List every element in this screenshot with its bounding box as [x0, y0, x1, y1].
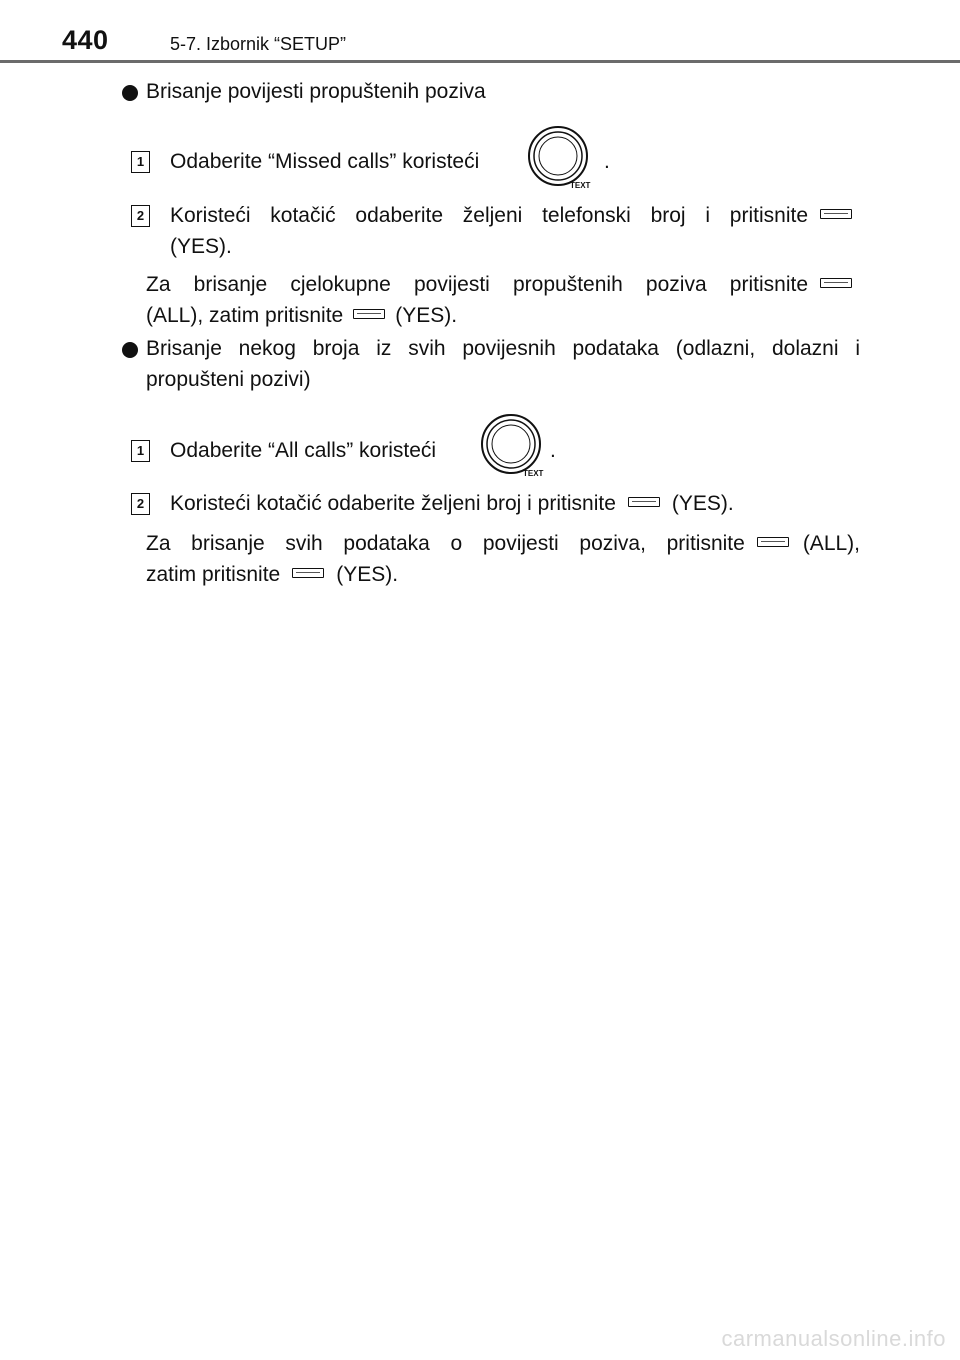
yes-button-icon	[820, 209, 852, 219]
note2-line1b: (ALL),	[802, 532, 860, 555]
text-knob-icon	[524, 124, 604, 190]
note2-line2b: (YES).	[336, 563, 399, 586]
section1-heading: Brisanje povijesti propuštenih poziva	[146, 80, 486, 103]
bullet-icon	[122, 85, 138, 101]
note2-line2a: zatim pritisnite	[146, 563, 281, 586]
step-number-2: 2	[131, 493, 150, 515]
step1-period: .	[550, 439, 556, 462]
step-number-1: 1	[131, 440, 150, 462]
section-title: 5-7. Izbornik “SETUP”	[170, 34, 347, 54]
step-number-2: 2	[131, 205, 150, 227]
header-divider	[0, 60, 960, 63]
section2-heading	[146, 333, 860, 395]
note1-line1: Za brisanje cjelokupne povijesti propuštenih poziva pritisnite	[146, 273, 808, 296]
section2-heading-line2: propušteni pozivi)	[146, 368, 311, 391]
step2-text-b: (YES).	[671, 492, 734, 515]
step2-line1: Koristeći kotačić odaberite željeni telefonski broj i pritisnite	[170, 204, 808, 227]
step-number-1: 1	[131, 151, 150, 173]
note1-line2a: (ALL), zatim pritisnite	[146, 304, 344, 327]
step2-text	[170, 488, 734, 519]
step1-label: Odaberite “All calls” koristeći	[170, 439, 437, 462]
knob-label: TEXT	[570, 181, 591, 190]
note2-line1a: Za brisanje svih podataka o povijesti poziva, pritisnite	[146, 532, 745, 555]
step2-text	[170, 200, 860, 262]
text-knob-icon	[477, 412, 557, 478]
note1-line2b: (YES).	[395, 304, 458, 327]
step1-label: Odaberite “Missed calls” koristeći	[170, 150, 480, 173]
watermark: carmanualsonline.info	[721, 1326, 946, 1351]
all-button-icon	[757, 537, 789, 547]
step1-text	[170, 435, 436, 466]
section1-note	[146, 269, 860, 331]
page-number: 440	[62, 25, 109, 55]
step2-line2: (YES).	[170, 235, 232, 258]
yes-button-icon	[292, 568, 324, 578]
yes-button-icon	[353, 309, 385, 319]
step1-text	[170, 146, 479, 177]
bullet-icon	[122, 342, 138, 358]
step2-text-a: Koristeći kotačić odaberite željeni broj i pritisnite	[170, 492, 616, 515]
knob-label: TEXT	[523, 469, 544, 478]
section2-heading-line1: Brisanje nekog broja iz svih povijesnih podataka (odlazni, dolazni i	[146, 337, 860, 360]
step1-period: .	[604, 150, 610, 173]
page-header	[0, 0, 960, 60]
all-button-icon	[820, 278, 852, 288]
section2-note	[146, 528, 860, 590]
yes-button-icon	[628, 497, 660, 507]
